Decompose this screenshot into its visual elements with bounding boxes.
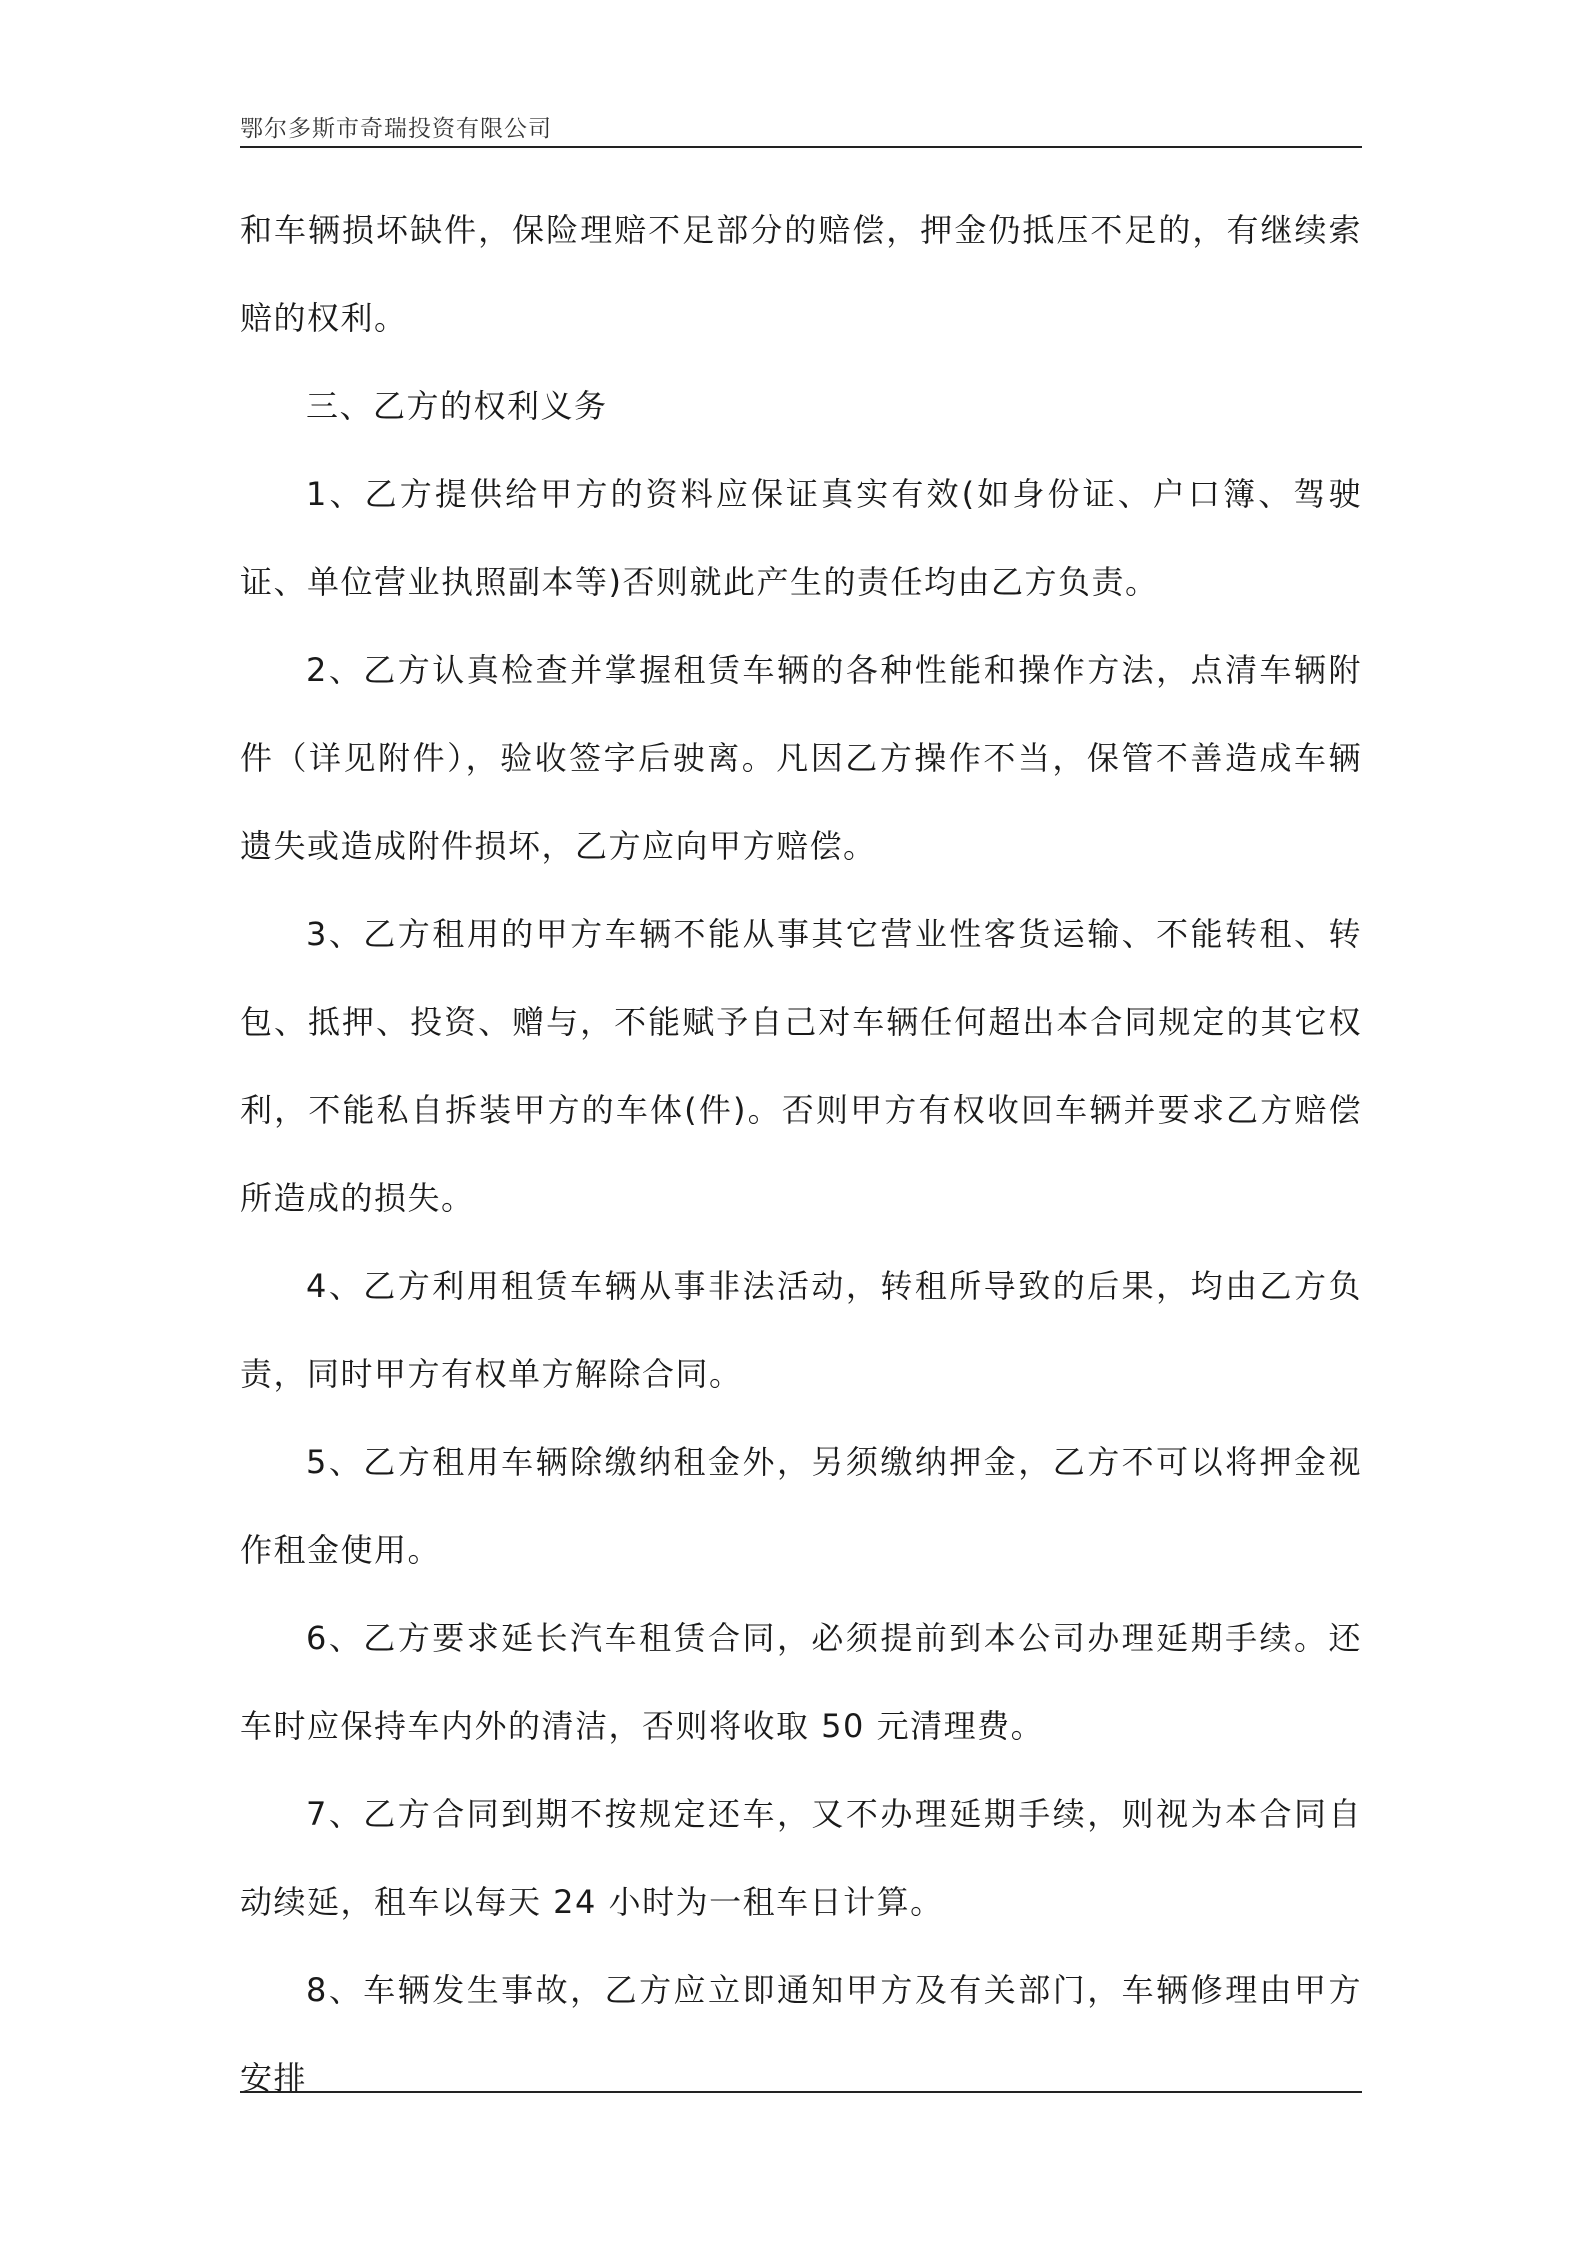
header-divider xyxy=(240,146,1362,148)
clause-3: 3、乙方租用的甲方车辆不能从事其它营业性客货运输、不能转租、转包、抵押、投资、赠与，不能赋予自己对车辆任何超出本合同规定的其它权利，不能私自拆装甲方的车体(件)。否则甲方有权收回车辆并要求乙方赔偿所造成的损失。 xyxy=(240,915,1362,1217)
header-company-name: 鄂尔多斯市奇瑞投资有限公司 xyxy=(240,116,552,142)
section-heading: 三、乙方的权利义务 xyxy=(306,387,608,425)
clause-1: 1、乙方提供给甲方的资料应保证真实有效(如身份证、户口簿、驾驶证、单位营业执照副本等)否则就此产生的责任均由乙方负责。 xyxy=(240,475,1362,601)
clause-4: 4、乙方利用租赁车辆从事非法活动，转租所导致的后果，均由乙方负责，同时甲方有权单方解除合同。 xyxy=(240,1267,1362,1393)
clause-6: 6、乙方要求延长汽车租赁合同，必须提前到本公司办理延期手续。还车时应保持车内外的清洁，否则将收取 50 元清理费。 xyxy=(240,1619,1362,1745)
clause-7: 7、乙方合同到期不按规定还车，又不办理延期手续，则视为本合同自动续延，租车以每天 24 小时为一租车日计算。 xyxy=(240,1795,1362,1921)
clause-5: 5、乙方租用车辆除缴纳租金外，另须缴纳押金，乙方不可以将押金视作租金使用。 xyxy=(240,1443,1362,1569)
clause-8: 8、车辆发生事故，乙方应立即通知甲方及有关部门，车辆修理由甲方安排 xyxy=(240,1971,1362,2097)
document-body xyxy=(240,186,1362,2122)
clause-2: 2、乙方认真检查并掌握租赁车辆的各种性能和操作方法，点清车辆附件（详见附件），验收签字后驶离。凡因乙方操作不当，保管不善造成车辆遗失或造成附件损坏，乙方应向甲方赔偿。 xyxy=(240,651,1362,865)
footer-divider xyxy=(240,2091,1362,2093)
paragraph-continuation: 和车辆损坏缺件，保险理赔不足部分的赔偿，押金仍抵压不足的，有继续索赔的权利。 xyxy=(240,211,1362,337)
